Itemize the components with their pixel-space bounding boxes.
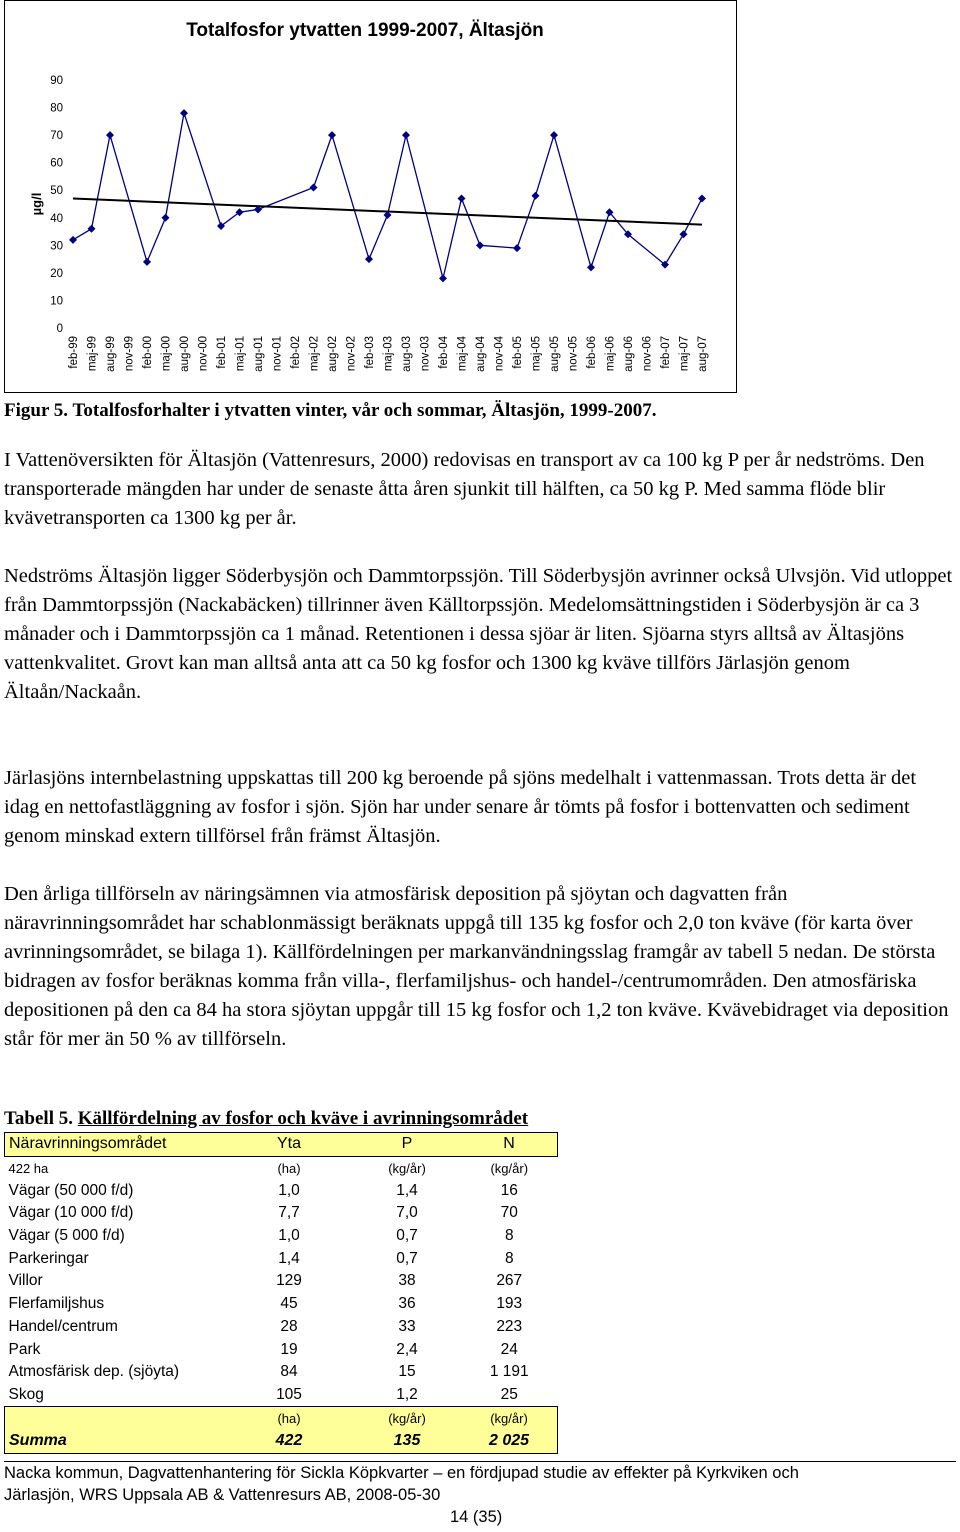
line-chart	[5, 1, 738, 394]
paragraph-4: Den årliga tillförseln av näringsämnen via atmosfärisk deposition på sjöytan och dagvatten från näravrinningsområdet har schablonmässigt beräknats uppgå till 135 kg fosfor och 2,0 ton kväve (för karta över avrinningsområdet, se bilaga 1). Källfördelningen per markanvändningsslag framgår av tabell 5 nedan. De största bidragen av fosfor beräknas komma från villa-, flerfamiljshus- och handel-/centrumområden. Den atmosfäriska depositionen på den ca 84 ha stora sjöytan uppgår till 15 kg fosfor och 1,2 ton kväve. Kvävebidraget via deposition står för mer än 50 % av tillförseln.	[4, 883, 949, 1050]
cell-p: 38	[398, 1272, 416, 1290]
cell-n: 2 025	[461, 1430, 558, 1453]
x-tick-label: feb-05	[512, 336, 524, 369]
cell-yta: 45	[280, 1295, 298, 1313]
y-tick-label: 0	[56, 323, 63, 335]
cell-p: 135	[353, 1430, 461, 1453]
data-point	[458, 194, 466, 202]
cell-area: Näravrinningsområdet	[5, 1133, 226, 1157]
source-table	[4, 1132, 558, 1454]
cell-p: 1,4	[396, 1181, 418, 1199]
x-tick-label: maj-03	[382, 336, 395, 372]
cell-p: 36	[398, 1295, 416, 1313]
table-row	[5, 1225, 558, 1248]
cell-yta: 129	[276, 1272, 302, 1290]
x-tick-label: feb-06	[586, 336, 598, 369]
data-point	[365, 255, 373, 263]
x-tick-label: maj-04	[456, 336, 469, 372]
table-units-row	[5, 1156, 558, 1179]
x-tick-label: nov-02	[345, 336, 358, 372]
footer-line-2: Järlasjön, WRS Uppsala AB & Vattenresurs AB, 2008-05-30	[4, 1486, 441, 1504]
x-tick-label: aug-05	[549, 336, 561, 372]
data-point	[587, 263, 595, 271]
x-tick-label: aug-03	[401, 336, 413, 372]
figure-caption: Figur 5. Totalfosforhalter i ytvatten vinter, vår och sommar, Ältasjön, 1999-2007.	[4, 400, 657, 421]
cell-n: 8	[504, 1249, 514, 1267]
x-tick-label: feb-07	[660, 336, 672, 369]
data-point	[143, 258, 151, 266]
x-tick-label: maj-00	[160, 336, 173, 372]
table-row	[5, 1293, 558, 1316]
x-tick-label: feb-01	[216, 336, 228, 369]
cell-yta: 19	[280, 1340, 298, 1358]
cell-yta: (ha)	[277, 1160, 301, 1176]
cell-n: (kg/år)	[461, 1407, 558, 1430]
x-tick-label: feb-99	[68, 336, 80, 369]
x-tick-label: aug-01	[253, 336, 265, 372]
table-row	[5, 1338, 558, 1361]
cell-n: 267	[496, 1272, 523, 1290]
data-point	[402, 131, 410, 139]
data-point	[310, 183, 318, 191]
cell-yta: 422	[225, 1430, 353, 1453]
table-sum-row	[5, 1430, 558, 1453]
table-row	[5, 1361, 558, 1384]
x-tick-label: aug-06	[623, 336, 635, 372]
cell-area: Park	[8, 1340, 41, 1358]
cell-yta: 7,7	[278, 1204, 300, 1222]
y-tick-label: 20	[50, 267, 63, 280]
y-tick-label: 80	[50, 102, 63, 115]
x-tick-label: nov-03	[419, 336, 432, 372]
cell-area: Flerfamiljshus	[8, 1295, 105, 1313]
data-point	[69, 236, 77, 244]
table-title-text: Källfördelning av fosfor och kväve i avrinningsområdet	[77, 1108, 529, 1129]
cell-p: 15	[398, 1363, 416, 1381]
data-point	[550, 131, 558, 139]
cell-p: 1,2	[396, 1385, 418, 1403]
x-tick-label: nov-99	[123, 336, 136, 372]
cell-p: (kg/år)	[353, 1407, 461, 1430]
cell-area: Summa	[5, 1430, 226, 1453]
data-point	[513, 244, 521, 252]
data-point	[476, 241, 484, 249]
data-point	[532, 192, 540, 200]
footer-rule	[4, 1461, 956, 1462]
x-tick-label: nov-04	[493, 336, 506, 372]
cell-p: 2,4	[396, 1340, 418, 1358]
y-tick-label: 30	[50, 240, 63, 253]
x-tick-label: aug-07	[697, 336, 709, 372]
x-tick-label: maj-99	[86, 336, 99, 372]
cell-area: 422 ha	[8, 1160, 49, 1176]
x-tick-label: aug-02	[327, 336, 339, 372]
cell-area: Handel/centrum	[8, 1317, 118, 1335]
y-tick-label: 50	[50, 185, 63, 198]
paragraph-2: Nedströms Ältasjön ligger Söderbysjön och Dammtorpssjön. Till Söderbysjön avrinner också Ulvsjön. Vid utloppet från Dammtorpssjön (Nackabäcken) tillrinner även Källtorpssjön. Medelomsättningstiden i Söderbysjön är ca 3 månader och i Dammtorpssjön ca 1 månad. Retentionen i dessa sjöar är liten. Sjöarna styrs alltså av Ältasjöns vattenkvalitet. Grovt kan man alltså anta att ca 50 kg fosfor och 1300 kg kväve tillförs Järlasjön genom Ältaån/Nackaån.	[4, 565, 953, 703]
x-tick-label: maj-06	[604, 336, 617, 372]
cell-yta: 1,0	[278, 1227, 300, 1245]
data-point	[698, 194, 706, 202]
y-tick-label: 70	[50, 130, 63, 143]
table-title	[4, 1108, 528, 1130]
y-tick-label: 60	[50, 157, 63, 170]
cell-n: 16	[500, 1181, 518, 1199]
cell-n: 193	[496, 1295, 523, 1313]
cell-n: (kg/år)	[490, 1160, 529, 1176]
cell-area: Skog	[8, 1385, 44, 1403]
x-tick-label: aug-04	[475, 336, 487, 372]
cell-yta: 28	[280, 1317, 298, 1335]
x-tick-label: maj-07	[678, 336, 691, 372]
cell-p: (kg/år)	[388, 1160, 426, 1176]
table-title-prefix: Tabell 5.	[4, 1108, 73, 1129]
cell-p: 33	[398, 1317, 416, 1335]
x-tick-label: maj-02	[308, 336, 321, 372]
cell-p: 0,7	[396, 1227, 418, 1245]
table-row	[5, 1247, 558, 1270]
cell-n: 70	[500, 1204, 518, 1222]
x-tick-label: feb-02	[290, 336, 302, 369]
cell-area: Vägar (5 000 f/d)	[8, 1227, 125, 1245]
cell-p: 0,7	[396, 1249, 418, 1267]
table-row	[5, 1179, 558, 1202]
cell-n: 1 191	[489, 1363, 529, 1381]
data-point	[180, 109, 188, 117]
x-tick-label: aug-99	[105, 336, 117, 372]
y-axis-label: µg/l	[29, 192, 44, 216]
cell-yta: Yta	[225, 1133, 353, 1157]
cell-n: 24	[500, 1340, 518, 1358]
cell-n: 8	[504, 1227, 514, 1245]
data-point	[328, 131, 336, 139]
cell-yta: 1,0	[278, 1181, 300, 1199]
table-row	[5, 1270, 558, 1293]
x-tick-label: nov-00	[197, 336, 210, 372]
x-tick-label: feb-04	[438, 336, 450, 369]
cell-area: Atmosfärisk dep. (sjöyta)	[8, 1363, 180, 1381]
cell-n: N	[461, 1133, 558, 1157]
x-tick-label: maj-05	[530, 336, 543, 372]
table-sum-units-row	[5, 1407, 558, 1430]
page-number: 14 (35)	[450, 1508, 503, 1526]
cell-yta: (ha)	[225, 1407, 353, 1430]
cell-yta: 105	[276, 1385, 302, 1403]
x-tick-label: nov-05	[567, 336, 580, 372]
y-tick-label: 90	[50, 75, 63, 87]
cell-area: Vägar (10 000 f/d)	[8, 1204, 134, 1222]
cell-area: Parkeringar	[8, 1249, 89, 1267]
x-tick-label: feb-03	[364, 336, 376, 369]
data-point	[162, 214, 170, 222]
chart-container	[4, 0, 737, 393]
x-tick-label: feb-00	[142, 336, 154, 369]
chart-title: Totalfosfor ytvatten 1999-2007, Ältasjön	[186, 20, 544, 41]
table-header-row	[5, 1133, 558, 1157]
data-point	[439, 274, 447, 282]
data-point	[680, 230, 688, 238]
cell-p: 7,0	[396, 1204, 418, 1222]
paragraph-3: Järlasjöns internbelastning uppskattas till 200 kg beroende på sjöns medelhalt i vattenmassan. Trots detta är det idag en nettofastläggning av fosfor i sjön. Sjön har under senare år tömts på fosfor i bottenvatten och sediment genom minskad extern tillförsel från främst Ältasjön.	[4, 767, 917, 847]
paragraph-1: I Vattenöversikten för Ältasjön (Vattenresurs, 2000) redovisas en transport av ca 100 kg P per år nedströms. Den transporterade mängden har under de senaste åtta åren sjunkit till hälften, ca 50 kg P. Med samma flöde blir kvävetransporten ca 1300 kg per år.	[4, 449, 925, 529]
data-point	[106, 131, 114, 139]
cell-area: Vägar (50 000 f/d)	[8, 1181, 134, 1199]
y-tick-label: 40	[50, 212, 63, 225]
x-tick-label: aug-00	[179, 336, 191, 372]
footer-line-1: Nacka kommun, Dagvattenhantering för Sickla Köpkvarter – en fördjupad studie av effekter på Kyrkviken och	[4, 1464, 799, 1482]
series-line	[73, 113, 702, 278]
cell-area	[5, 1407, 226, 1430]
x-tick-label: nov-01	[271, 336, 284, 372]
table-row	[5, 1316, 558, 1339]
y-tick-label: 10	[50, 295, 63, 308]
data-point	[88, 225, 96, 233]
cell-n: 223	[496, 1317, 523, 1335]
cell-n: 25	[500, 1385, 518, 1403]
table-row	[5, 1384, 558, 1407]
cell-yta: 1,4	[278, 1249, 300, 1267]
cell-yta: 84	[280, 1363, 298, 1381]
x-tick-label: nov-06	[641, 336, 654, 372]
cell-area: Villor	[8, 1272, 43, 1290]
table-row	[5, 1202, 558, 1225]
cell-p: P	[353, 1133, 461, 1157]
x-tick-label: maj-01	[234, 336, 247, 372]
